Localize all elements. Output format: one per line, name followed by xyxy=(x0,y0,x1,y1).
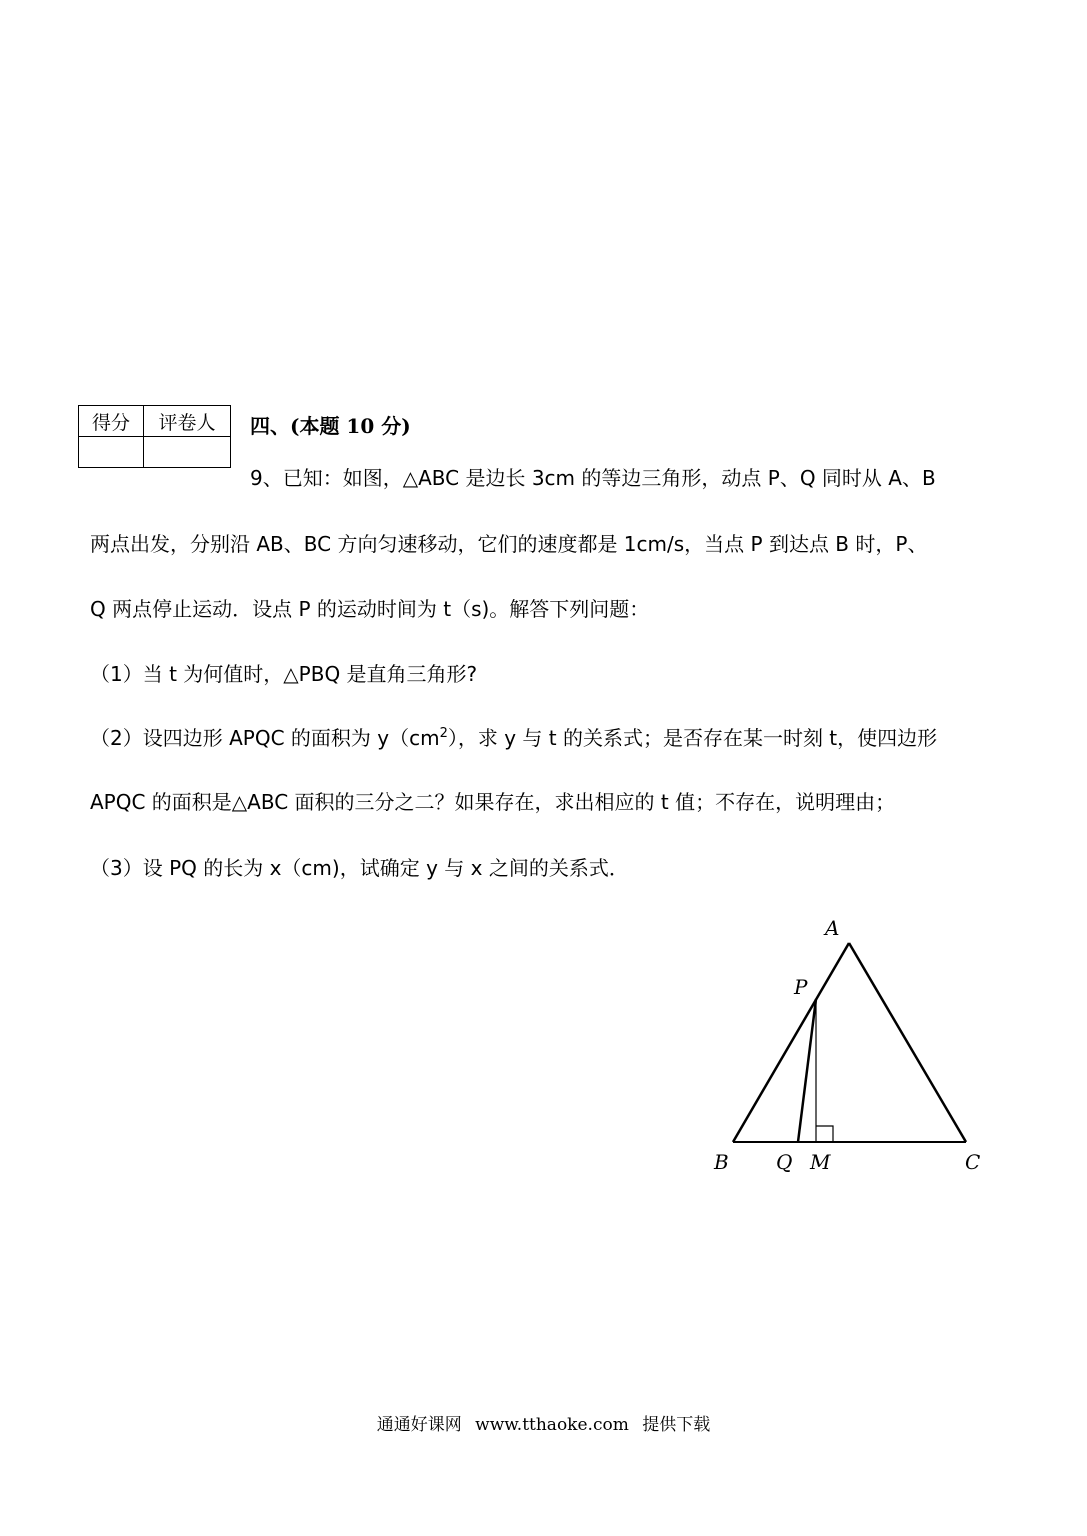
problem-line-3: Q 两点停止运动．设点 P 的运动时间为 t（s)。解答下列问题： xyxy=(90,597,650,621)
score-header: 得分 xyxy=(79,406,144,437)
problem-line-1: 9、已知：如图，△ABC 是边长 3cm 的等边三角形，动点 P、Q 同时从 A、B xyxy=(250,466,936,490)
right-angle-mark xyxy=(816,1126,833,1142)
grader-header: 评卷人 xyxy=(144,406,231,437)
question-2-text-b: ），求 y 与 t 的关系式；是否存在某一时刻 t，使四边形 xyxy=(447,726,938,750)
score-cell xyxy=(79,437,144,468)
label-m: M xyxy=(810,1150,831,1174)
question-2 xyxy=(90,722,937,751)
footer-suffix: 提供下载 xyxy=(642,1415,711,1435)
grader-cell xyxy=(144,437,231,468)
label-a: A xyxy=(825,916,840,940)
footer-site-name: 通通好课网 xyxy=(376,1415,462,1435)
segment-pq xyxy=(798,999,816,1142)
question-2-text-a: （2）设四边形 APQC 的面积为 y（cm xyxy=(90,726,440,750)
score-box xyxy=(78,405,231,468)
triangle-figure xyxy=(700,905,1000,1185)
footer xyxy=(0,1410,1087,1435)
question-2-superscript: 2 xyxy=(439,726,448,741)
question-3: （3）设 PQ 的长为 x（cm)，试确定 y 与 x 之间的关系式． xyxy=(90,856,629,880)
side-ac xyxy=(849,943,966,1142)
label-p: P xyxy=(794,975,808,999)
question-1: （1）当 t 为何值时，△PBQ 是直角三角形? xyxy=(90,662,478,686)
section-title: 四、(本题 10 分) xyxy=(250,414,411,438)
label-q: Q xyxy=(776,1150,793,1174)
problem-line-2: 两点出发，分别沿 AB、BC 方向匀速移动，它们的速度都是 1cm/s，当点 P 到达点 B 时，P、 xyxy=(90,532,928,556)
label-c: C xyxy=(965,1150,981,1174)
label-b: B xyxy=(714,1150,729,1174)
question-2-line-2: APQC 的面积是△ABC 面积的三分之二？如果存在，求出相应的 t 值；不存在，说明理由； xyxy=(90,790,896,814)
footer-url: www.tthaoke.com xyxy=(475,1415,629,1435)
side-ab xyxy=(733,943,849,1142)
